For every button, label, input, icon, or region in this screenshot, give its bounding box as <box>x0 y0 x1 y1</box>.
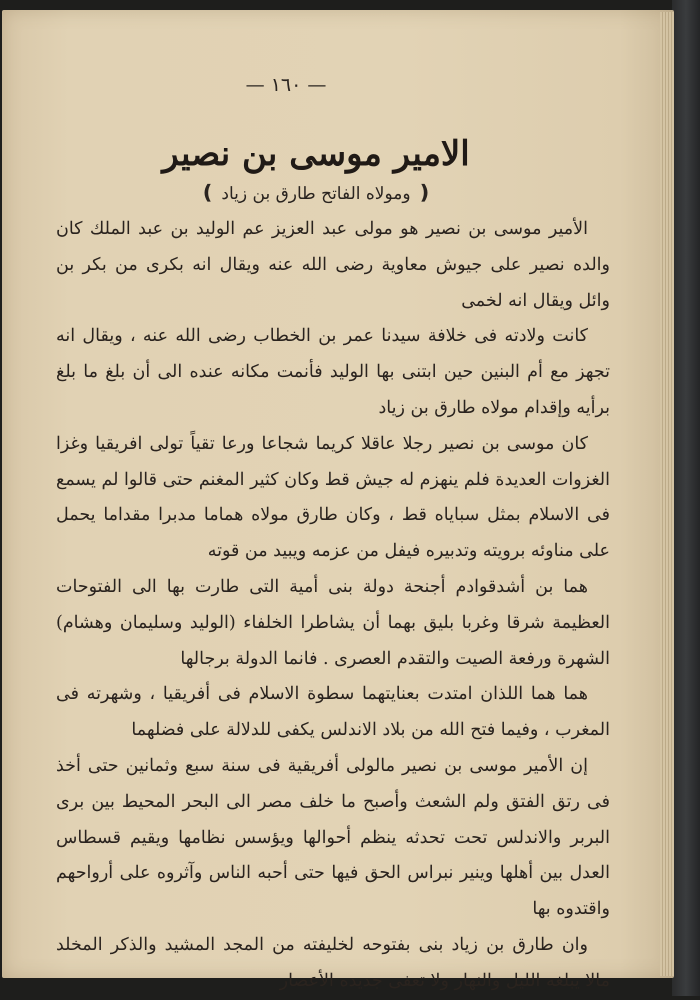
book-cover-edge <box>672 0 700 996</box>
subtitle-text: ومولاه الفاتح طارق بن زياد <box>221 184 411 204</box>
chapter-title: الامير موسى بن نصير <box>162 134 470 174</box>
chapter-subtitle <box>60 180 572 204</box>
body-text <box>56 212 610 1000</box>
paragraph: هما بن أشدقوادم أجنحة دولة بنى أمية التى طارت بها الى الفتوحات العظيمة شرقا وغربا بليق بهما أن يشاطرا الخلفاء (الوليد وسليمان وهشام) الشهرة ورفعة الصيت والتقدم العصرى . فانما الدولة برجالها <box>56 576 610 669</box>
paragraph: هما هما اللذان امتدت بعنايتهما سطوة الاسلام فى أفريقيا ، وشهرته فى المغرب ، وفيما فتح الله من بلاد الاندلس يكفى للدلالة على فضلهما <box>56 684 610 741</box>
paragraph: إن الأمير موسى بن نصير مالولى أفريقية فى سنة سبع وثمانين حتى أخذ فى رتق الفتق ولم الشعث وأصبح ما خلف مصر الى البحر المحيط بين برى البربر والاندلس تحت تحدثه ينظم أحوالها ويؤسس نظامها ويقيم قسطاس العدل بين أهلها وينير نبراس الحق فيها حتى أحبه الناس وآثروه على أرواحهم واقتدوه بها <box>56 755 610 920</box>
page-number: — ١٦٠ — <box>245 74 327 96</box>
paragraph: كان موسى بن نصير رجلا عاقلا كريما شجاعا ورعا تقياً تولى افريقيا وغزا الغزوات العديدة فلم ينهزم له جيش قط وكان كثير المغنم حتى قالوا لم يسمع فى الاسلام بمثل سباياه قط ، وكان طارق مولاه هماما مدبرا مقداما يحمل على مناوئه برويته وتدبيره فيفل من عزمه ويبيد من قوته <box>56 433 610 562</box>
paragraph: الأمير موسى بن نصير هو مولى عبد العزيز عم الوليد بن عبد الملك كان والده نصير على جيوش معاوية رضى الله عنه ويقال انه بكرى من بكر بن وائل ويقال انه لخمى <box>56 219 610 311</box>
subtitle-open-bracket: ❪ <box>416 180 433 204</box>
subtitle-close-bracket: ❫ <box>199 180 216 204</box>
paragraph: وان طارق بن زياد بنى بفتوحه لخليفته من المجد المشيد والذكر المخلد مالا يبلغه الليل والنهار ولا تعفى جديده الأعصار <box>56 934 610 991</box>
paragraph: كانت ولادته فى خلافة سيدنا عمر بن الخطاب رضى الله عنه ، ويقال انه تجهز مع أم البنين حين ابتنى بها الوليد فأنمت مكانه عنده الى أن بلغ ما بلغ برأيه وإقدام مولاه طارق بن زياد <box>56 326 610 418</box>
page-edges <box>660 12 674 976</box>
